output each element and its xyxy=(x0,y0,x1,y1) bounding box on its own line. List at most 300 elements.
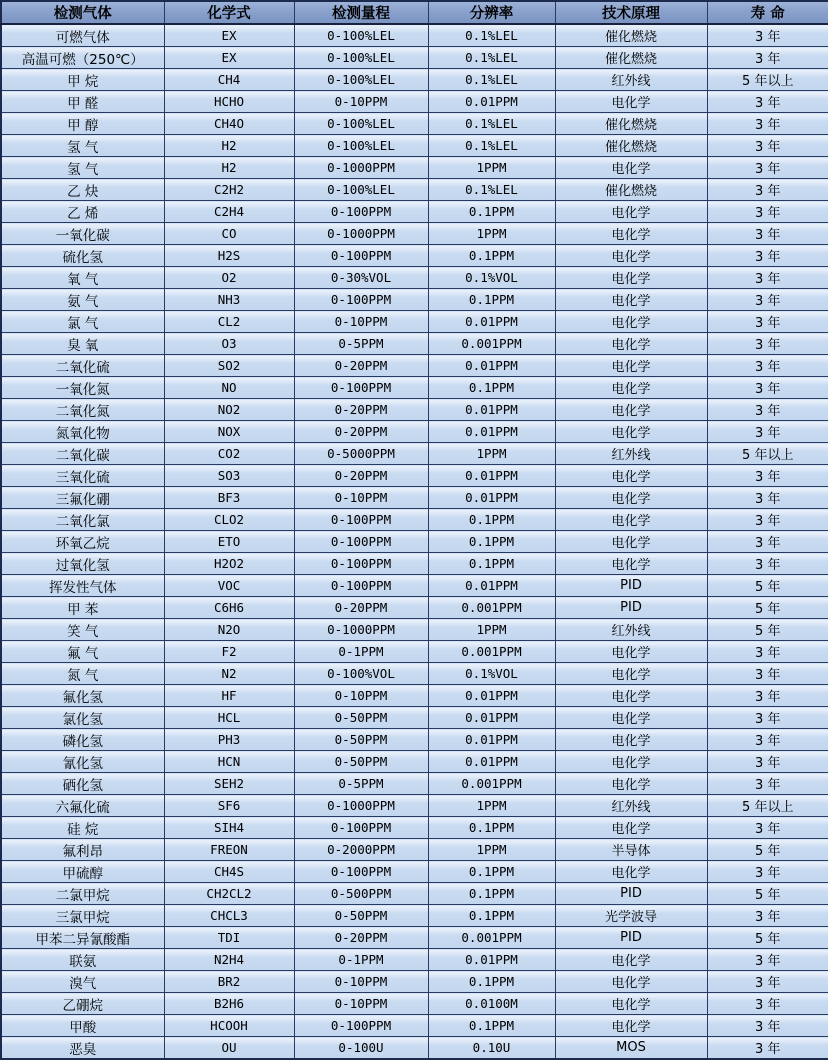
table-cell-formula: N2H4 xyxy=(164,949,294,971)
table-cell-formula: TDI xyxy=(164,927,294,949)
table-cell-lifespan: 3 年 xyxy=(707,157,828,179)
column-header: 寿 命 xyxy=(707,1,828,24)
table-cell-resolution: 0.1%LEL xyxy=(428,179,555,201)
table-cell-gas-name: 氰化氢 xyxy=(1,751,164,773)
table-cell-formula: OU xyxy=(164,1037,294,1060)
table-cell-principle: PID xyxy=(555,597,707,619)
table-cell-lifespan: 3 年 xyxy=(707,333,828,355)
table-row xyxy=(1,201,828,223)
table-cell-gas-name: 甲酸 xyxy=(1,1015,164,1037)
table-cell-range: 0-20PPM xyxy=(294,927,428,949)
table-cell-resolution: 0.1%LEL xyxy=(428,69,555,91)
table-cell-formula: CH4 xyxy=(164,69,294,91)
table-cell-range: 0-5PPM xyxy=(294,333,428,355)
table-cell-formula: O2 xyxy=(164,267,294,289)
table-cell-formula: NH3 xyxy=(164,289,294,311)
table-cell-lifespan: 3 年 xyxy=(707,113,828,135)
table-body xyxy=(1,24,828,1059)
table-cell-lifespan: 5 年以上 xyxy=(707,795,828,817)
table-cell-lifespan: 3 年 xyxy=(707,465,828,487)
table-cell-lifespan: 3 年 xyxy=(707,641,828,663)
table-cell-resolution: 0.01PPM xyxy=(428,487,555,509)
table-cell-principle: 电化学 xyxy=(555,861,707,883)
table-cell-formula: C2H2 xyxy=(164,179,294,201)
table-row xyxy=(1,135,828,157)
table-cell-lifespan: 3 年 xyxy=(707,24,828,47)
table-cell-resolution: 0.001PPM xyxy=(428,773,555,795)
table-cell-principle: 电化学 xyxy=(555,333,707,355)
table-cell-resolution: 1PPM xyxy=(428,795,555,817)
table-cell-resolution: 0.1%VOL xyxy=(428,267,555,289)
table-cell-principle: 催化燃烧 xyxy=(555,113,707,135)
table-cell-principle: 电化学 xyxy=(555,729,707,751)
table-cell-principle: 电化学 xyxy=(555,531,707,553)
table-row xyxy=(1,773,828,795)
table-cell-formula: NO xyxy=(164,377,294,399)
table-cell-resolution: 1PPM xyxy=(428,443,555,465)
table-cell-range: 0-20PPM xyxy=(294,399,428,421)
table-cell-formula: H2 xyxy=(164,135,294,157)
table-cell-gas-name: 氨 气 xyxy=(1,289,164,311)
table-cell-formula: H2O2 xyxy=(164,553,294,575)
table-cell-formula: O3 xyxy=(164,333,294,355)
table-cell-formula: H2S xyxy=(164,245,294,267)
table-cell-range: 0-20PPM xyxy=(294,355,428,377)
table-cell-principle: 电化学 xyxy=(555,553,707,575)
table-row xyxy=(1,971,828,993)
table-cell-principle: 催化燃烧 xyxy=(555,135,707,157)
table-cell-lifespan: 3 年 xyxy=(707,91,828,113)
table-cell-gas-name: 三氯甲烷 xyxy=(1,905,164,927)
table-cell-principle: 电化学 xyxy=(555,465,707,487)
table-cell-resolution: 1PPM xyxy=(428,157,555,179)
table-cell-formula: CO xyxy=(164,223,294,245)
table-cell-gas-name: 磷化氢 xyxy=(1,729,164,751)
table-cell-gas-name: 一氧化碳 xyxy=(1,223,164,245)
table-row xyxy=(1,707,828,729)
table-cell-formula: N2O xyxy=(164,619,294,641)
table-cell-lifespan: 3 年 xyxy=(707,993,828,1015)
table-cell-lifespan: 3 年 xyxy=(707,729,828,751)
table-row xyxy=(1,311,828,333)
table-cell-gas-name: 甲 苯 xyxy=(1,597,164,619)
table-cell-resolution: 0.1PPM xyxy=(428,553,555,575)
table-cell-lifespan: 5 年 xyxy=(707,839,828,861)
table-cell-principle: 电化学 xyxy=(555,399,707,421)
table-cell-lifespan: 3 年 xyxy=(707,817,828,839)
table-cell-resolution: 0.01PPM xyxy=(428,311,555,333)
table-cell-resolution: 0.1PPM xyxy=(428,971,555,993)
table-cell-formula: NOX xyxy=(164,421,294,443)
table-row xyxy=(1,24,828,47)
column-header: 分辨率 xyxy=(428,1,555,24)
table-cell-range: 0-1000PPM xyxy=(294,157,428,179)
table-row xyxy=(1,619,828,641)
table-row xyxy=(1,443,828,465)
table-cell-lifespan: 3 年 xyxy=(707,267,828,289)
table-cell-formula: CH4S xyxy=(164,861,294,883)
table-cell-gas-name: 硒化氢 xyxy=(1,773,164,795)
table-cell-range: 0-1000PPM xyxy=(294,795,428,817)
table-row xyxy=(1,685,828,707)
column-header: 技术原理 xyxy=(555,1,707,24)
table-cell-principle: 电化学 xyxy=(555,817,707,839)
table-cell-formula: B2H6 xyxy=(164,993,294,1015)
table-cell-formula: CH4O xyxy=(164,113,294,135)
table-cell-formula: H2 xyxy=(164,157,294,179)
table-row xyxy=(1,113,828,135)
table-row xyxy=(1,245,828,267)
table-cell-resolution: 0.001PPM xyxy=(428,927,555,949)
table-row xyxy=(1,817,828,839)
table-cell-range: 0-100PPM xyxy=(294,861,428,883)
table-cell-resolution: 0.01PPM xyxy=(428,399,555,421)
table-cell-range: 0-5PPM xyxy=(294,773,428,795)
table-cell-range: 0-100PPM xyxy=(294,575,428,597)
table-cell-lifespan: 5 年 xyxy=(707,619,828,641)
table-cell-lifespan: 3 年 xyxy=(707,223,828,245)
table-cell-principle: 电化学 xyxy=(555,993,707,1015)
table-row xyxy=(1,487,828,509)
table-row xyxy=(1,91,828,113)
table-cell-gas-name: 甲 醛 xyxy=(1,91,164,113)
table-cell-resolution: 1PPM xyxy=(428,223,555,245)
table-cell-lifespan: 5 年 xyxy=(707,927,828,949)
table-cell-formula: F2 xyxy=(164,641,294,663)
table-cell-range: 0-100%LEL xyxy=(294,179,428,201)
header-row xyxy=(1,1,828,24)
table-cell-lifespan: 3 年 xyxy=(707,421,828,443)
table-cell-formula: HCHO xyxy=(164,91,294,113)
table-cell-lifespan: 3 年 xyxy=(707,1037,828,1060)
table-cell-gas-name: 二氯甲烷 xyxy=(1,883,164,905)
table-cell-gas-name: 二氧化氯 xyxy=(1,509,164,531)
table-cell-resolution: 0.1%LEL xyxy=(428,47,555,69)
table-cell-range: 0-100PPM xyxy=(294,245,428,267)
table-cell-range: 0-100PPM xyxy=(294,1015,428,1037)
table-row xyxy=(1,597,828,619)
table-row xyxy=(1,421,828,443)
table-cell-formula: N2 xyxy=(164,663,294,685)
table-cell-gas-name: 三氧化硫 xyxy=(1,465,164,487)
table-cell-lifespan: 3 年 xyxy=(707,487,828,509)
table-cell-resolution: 0.001PPM xyxy=(428,333,555,355)
table-cell-lifespan: 3 年 xyxy=(707,663,828,685)
table-cell-lifespan: 3 年 xyxy=(707,905,828,927)
table-cell-principle: 红外线 xyxy=(555,795,707,817)
table-cell-lifespan: 3 年 xyxy=(707,861,828,883)
table-cell-lifespan: 3 年 xyxy=(707,707,828,729)
table-cell-principle: PID xyxy=(555,883,707,905)
table-cell-range: 0-50PPM xyxy=(294,751,428,773)
table-row xyxy=(1,663,828,685)
table-cell-formula: EX xyxy=(164,47,294,69)
table-cell-resolution: 0.01PPM xyxy=(428,707,555,729)
table-row xyxy=(1,47,828,69)
table-cell-resolution: 0.1PPM xyxy=(428,289,555,311)
table-cell-gas-name: 溴气 xyxy=(1,971,164,993)
table-cell-lifespan: 3 年 xyxy=(707,201,828,223)
table-cell-formula: HF xyxy=(164,685,294,707)
table-cell-lifespan: 5 年 xyxy=(707,597,828,619)
table-cell-resolution: 1PPM xyxy=(428,839,555,861)
table-cell-range: 0-50PPM xyxy=(294,707,428,729)
table-cell-gas-name: 氢 气 xyxy=(1,157,164,179)
table-cell-principle: 电化学 xyxy=(555,773,707,795)
table-cell-lifespan: 3 年 xyxy=(707,135,828,157)
table-row xyxy=(1,641,828,663)
table-cell-range: 0-30%VOL xyxy=(294,267,428,289)
table-cell-formula: SIH4 xyxy=(164,817,294,839)
table-cell-formula: CL2 xyxy=(164,311,294,333)
table-cell-range: 0-5000PPM xyxy=(294,443,428,465)
table-row xyxy=(1,157,828,179)
table-row xyxy=(1,575,828,597)
table-row xyxy=(1,465,828,487)
table-cell-lifespan: 3 年 xyxy=(707,179,828,201)
table-cell-principle: 红外线 xyxy=(555,619,707,641)
table-cell-lifespan: 3 年 xyxy=(707,355,828,377)
table-cell-principle: 催化燃烧 xyxy=(555,179,707,201)
table-cell-gas-name: 环氧乙烷 xyxy=(1,531,164,553)
table-cell-principle: 电化学 xyxy=(555,289,707,311)
table-cell-resolution: 0.1PPM xyxy=(428,861,555,883)
table-cell-lifespan: 5 年以上 xyxy=(707,443,828,465)
table-cell-gas-name: 联氨 xyxy=(1,949,164,971)
table-row xyxy=(1,905,828,927)
table-cell-principle: 催化燃烧 xyxy=(555,24,707,47)
table-cell-lifespan: 3 年 xyxy=(707,553,828,575)
table-cell-lifespan: 5 年 xyxy=(707,575,828,597)
table-cell-gas-name: 乙硼烷 xyxy=(1,993,164,1015)
table-cell-principle: 电化学 xyxy=(555,311,707,333)
table-cell-range: 0-100PPM xyxy=(294,817,428,839)
table-cell-range: 0-20PPM xyxy=(294,465,428,487)
table-cell-formula: C2H4 xyxy=(164,201,294,223)
table-cell-gas-name: 恶臭 xyxy=(1,1037,164,1060)
table-cell-principle: 电化学 xyxy=(555,949,707,971)
table-row xyxy=(1,399,828,421)
table-cell-resolution: 0.01PPM xyxy=(428,575,555,597)
table-cell-formula: ETO xyxy=(164,531,294,553)
table-cell-gas-name: 氮 气 xyxy=(1,663,164,685)
table-cell-formula: C6H6 xyxy=(164,597,294,619)
table-cell-range: 0-2000PPM xyxy=(294,839,428,861)
table-cell-lifespan: 3 年 xyxy=(707,377,828,399)
table-cell-formula: SO2 xyxy=(164,355,294,377)
table-cell-lifespan: 3 年 xyxy=(707,773,828,795)
table-cell-gas-name: 过氧化氢 xyxy=(1,553,164,575)
table-cell-resolution: 0.01PPM xyxy=(428,421,555,443)
table-row xyxy=(1,377,828,399)
table-cell-resolution: 0.1%LEL xyxy=(428,24,555,47)
table-cell-lifespan: 3 年 xyxy=(707,971,828,993)
table-cell-gas-name: 六氟化硫 xyxy=(1,795,164,817)
table-cell-gas-name: 甲 烷 xyxy=(1,69,164,91)
table-cell-resolution: 0.01PPM xyxy=(428,685,555,707)
table-cell-range: 0-10PPM xyxy=(294,91,428,113)
table-cell-gas-name: 氟 气 xyxy=(1,641,164,663)
table-cell-resolution: 0.1PPM xyxy=(428,201,555,223)
table-cell-lifespan: 3 年 xyxy=(707,311,828,333)
table-row xyxy=(1,949,828,971)
table-row xyxy=(1,861,828,883)
table-cell-formula: CO2 xyxy=(164,443,294,465)
table-cell-gas-name: 一氧化氮 xyxy=(1,377,164,399)
table-cell-range: 0-10PPM xyxy=(294,685,428,707)
table-cell-principle: 电化学 xyxy=(555,509,707,531)
table-cell-gas-name: 甲苯二异氰酸酯 xyxy=(1,927,164,949)
table-cell-gas-name: 氢 气 xyxy=(1,135,164,157)
table-row xyxy=(1,751,828,773)
table-cell-resolution: 0.1PPM xyxy=(428,883,555,905)
table-cell-formula: SO3 xyxy=(164,465,294,487)
table-cell-resolution: 0.001PPM xyxy=(428,641,555,663)
table-row xyxy=(1,1015,828,1037)
table-cell-resolution: 0.1PPM xyxy=(428,905,555,927)
table-cell-gas-name: 甲 醇 xyxy=(1,113,164,135)
table-cell-range: 0-10PPM xyxy=(294,487,428,509)
table-cell-range: 0-10PPM xyxy=(294,311,428,333)
table-cell-principle: MOS xyxy=(555,1037,707,1060)
table-cell-lifespan: 3 年 xyxy=(707,1015,828,1037)
table-cell-resolution: 0.10U xyxy=(428,1037,555,1060)
table-row xyxy=(1,993,828,1015)
table-cell-gas-name: 氮氧化物 xyxy=(1,421,164,443)
table-cell-range: 0-1000PPM xyxy=(294,223,428,245)
table-cell-principle: PID xyxy=(555,575,707,597)
table-cell-formula: HCOOH xyxy=(164,1015,294,1037)
table-cell-range: 0-100PPM xyxy=(294,553,428,575)
table-cell-resolution: 0.1PPM xyxy=(428,817,555,839)
table-row xyxy=(1,883,828,905)
table-cell-principle: 电化学 xyxy=(555,421,707,443)
table-row xyxy=(1,927,828,949)
table-cell-range: 0-10PPM xyxy=(294,993,428,1015)
table-cell-range: 0-100PPM xyxy=(294,531,428,553)
table-cell-principle: PID xyxy=(555,927,707,949)
table-cell-gas-name: 乙 烯 xyxy=(1,201,164,223)
table-cell-range: 0-10PPM xyxy=(294,971,428,993)
table-cell-formula: CH2CL2 xyxy=(164,883,294,905)
table-cell-range: 0-20PPM xyxy=(294,421,428,443)
table-cell-resolution: 0.0100M xyxy=(428,993,555,1015)
table-cell-lifespan: 3 年 xyxy=(707,47,828,69)
table-cell-formula: PH3 xyxy=(164,729,294,751)
table-cell-range: 0-100%VOL xyxy=(294,663,428,685)
table-cell-range: 0-50PPM xyxy=(294,729,428,751)
table-cell-resolution: 0.1PPM xyxy=(428,377,555,399)
table-cell-range: 0-50PPM xyxy=(294,905,428,927)
table-cell-principle: 催化燃烧 xyxy=(555,47,707,69)
table-cell-gas-name: 高温可燃（250℃） xyxy=(1,47,164,69)
table-cell-range: 0-1PPM xyxy=(294,949,428,971)
table-cell-formula: HCN xyxy=(164,751,294,773)
table-row xyxy=(1,179,828,201)
table-cell-lifespan: 3 年 xyxy=(707,245,828,267)
table-cell-range: 0-1000PPM xyxy=(294,619,428,641)
table-cell-principle: 电化学 xyxy=(555,223,707,245)
table-cell-lifespan: 3 年 xyxy=(707,949,828,971)
table-cell-gas-name: 二氧化硫 xyxy=(1,355,164,377)
table-cell-gas-name: 二氧化碳 xyxy=(1,443,164,465)
table-cell-gas-name: 臭 氧 xyxy=(1,333,164,355)
table-cell-gas-name: 氟利昂 xyxy=(1,839,164,861)
table-cell-formula: SEH2 xyxy=(164,773,294,795)
table-cell-resolution: 0.01PPM xyxy=(428,355,555,377)
table-cell-range: 0-100%LEL xyxy=(294,69,428,91)
table-cell-principle: 电化学 xyxy=(555,377,707,399)
table-cell-principle: 电化学 xyxy=(555,91,707,113)
table-cell-range: 0-100%LEL xyxy=(294,24,428,47)
table-cell-formula: BR2 xyxy=(164,971,294,993)
table-cell-gas-name: 三氟化硼 xyxy=(1,487,164,509)
table-cell-principle: 电化学 xyxy=(555,707,707,729)
table-row xyxy=(1,839,828,861)
table-cell-range: 0-1PPM xyxy=(294,641,428,663)
table-cell-range: 0-100PPM xyxy=(294,289,428,311)
table-cell-resolution: 0.1PPM xyxy=(428,509,555,531)
table-cell-resolution: 0.01PPM xyxy=(428,91,555,113)
column-header: 检测量程 xyxy=(294,1,428,24)
table-cell-gas-name: 氯 气 xyxy=(1,311,164,333)
table-row xyxy=(1,289,828,311)
table-cell-formula: CLO2 xyxy=(164,509,294,531)
table-cell-principle: 电化学 xyxy=(555,355,707,377)
table-cell-principle: 红外线 xyxy=(555,443,707,465)
table-cell-resolution: 0.01PPM xyxy=(428,751,555,773)
table-cell-resolution: 1PPM xyxy=(428,619,555,641)
table-cell-principle: 电化学 xyxy=(555,201,707,223)
table-cell-principle: 电化学 xyxy=(555,1015,707,1037)
column-header: 检测气体 xyxy=(1,1,164,24)
table-cell-resolution: 0.01PPM xyxy=(428,465,555,487)
table-cell-range: 0-100PPM xyxy=(294,509,428,531)
table-cell-principle: 电化学 xyxy=(555,971,707,993)
table-cell-range: 0-20PPM xyxy=(294,597,428,619)
table-cell-lifespan: 3 年 xyxy=(707,399,828,421)
table-cell-principle: 电化学 xyxy=(555,267,707,289)
table-row xyxy=(1,355,828,377)
table-cell-principle: 半导体 xyxy=(555,839,707,861)
table-cell-resolution: 0.1%LEL xyxy=(428,113,555,135)
table-cell-range: 0-100U xyxy=(294,1037,428,1060)
table-row xyxy=(1,1037,828,1060)
table-cell-range: 0-100PPM xyxy=(294,201,428,223)
table-cell-lifespan: 3 年 xyxy=(707,509,828,531)
table-cell-formula: HCL xyxy=(164,707,294,729)
table-cell-principle: 电化学 xyxy=(555,685,707,707)
table-cell-range: 0-100PPM xyxy=(294,377,428,399)
table-row xyxy=(1,69,828,91)
table-cell-gas-name: 硫化氢 xyxy=(1,245,164,267)
table-row xyxy=(1,553,828,575)
table-cell-formula: SF6 xyxy=(164,795,294,817)
table-cell-lifespan: 3 年 xyxy=(707,751,828,773)
table-row xyxy=(1,267,828,289)
table-cell-gas-name: 硅 烷 xyxy=(1,817,164,839)
table-cell-formula: VOC xyxy=(164,575,294,597)
table-cell-formula: EX xyxy=(164,24,294,47)
table-cell-gas-name: 氟化氢 xyxy=(1,685,164,707)
table-cell-formula: FREON xyxy=(164,839,294,861)
column-header: 化学式 xyxy=(164,1,294,24)
table-row xyxy=(1,509,828,531)
table-cell-resolution: 0.01PPM xyxy=(428,949,555,971)
table-cell-principle: 光学波导 xyxy=(555,905,707,927)
table-row xyxy=(1,795,828,817)
table-cell-range: 0-100%LEL xyxy=(294,113,428,135)
